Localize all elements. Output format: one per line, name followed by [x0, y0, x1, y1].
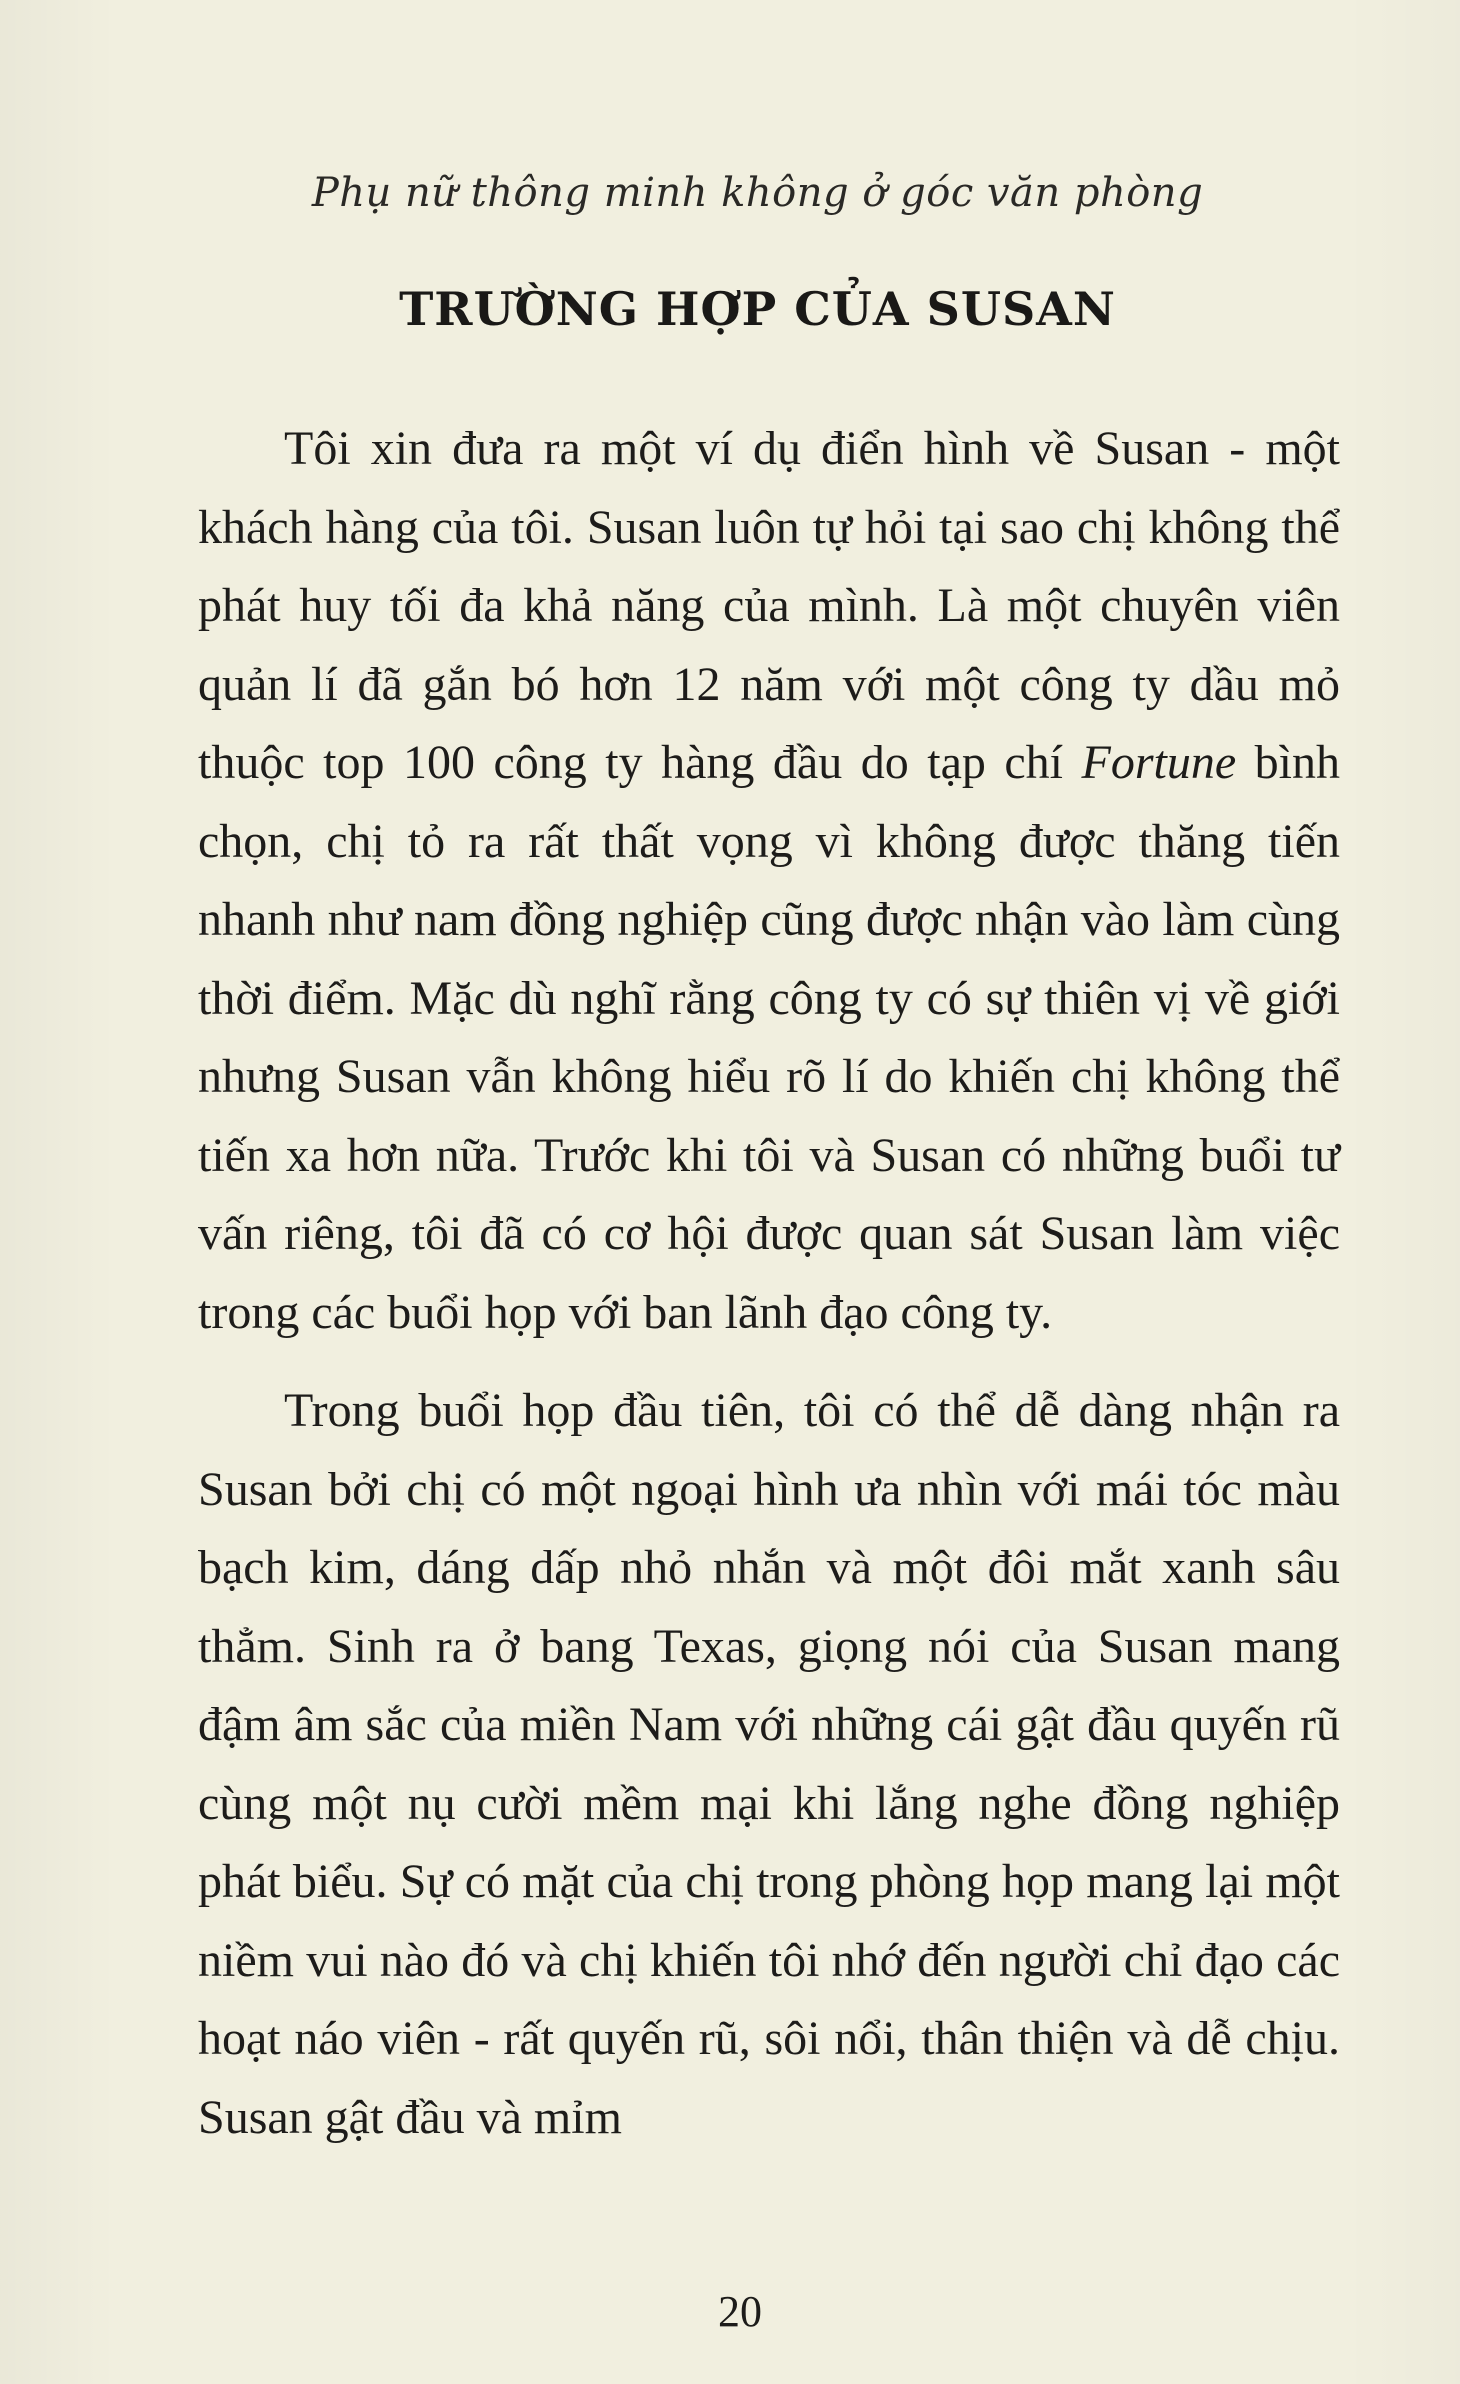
body-text — [198, 410, 1340, 2157]
page-number: 20 — [718, 2287, 762, 2336]
paragraph-text: Tôi xin đưa ra một ví dụ điển hình về Susan - một khách hàng của tôi. Susan luôn tự hỏi tại sao chị không thể phát huy tối đa khả năng của mình. Là một chuyên viên quản lí đã gắn bó hơn 12 năm với một công ty dầu mỏ thuộc top 100 công ty hàng đầu do tạp chí — [198, 422, 1340, 789]
running-head: Phụ nữ thông minh không ở góc văn phòng — [311, 170, 1204, 216]
chapter-title: TRƯỜNG HỢP CỦA SUSAN — [399, 282, 1116, 336]
paragraph: Trong buổi họp đầu tiên, tôi có thể dễ dàng nhận ra Susan bởi chị có một ngoại hình ưa nhìn với mái tóc màu bạch kim, dáng dấp nhỏ nhắn và một đôi mắt xanh sâu thẳm. Sinh ra ở bang Texas, giọng nói của Susan mang đậm âm sắc của miền Nam với những cái gật đầu quyến rũ cùng một nụ cười mềm mại khi lắng nghe đồng nghiệp phát biểu. Sự có mặt của chị trong phòng họp mang lại một niềm vui nào đó và chị khiến tôi nhớ đến người chỉ đạo các hoạt náo viên - rất quyến rũ, sôi nổi, thân thiện và dễ chịu. Susan gật đầu và mỉm — [198, 1384, 1340, 2144]
paragraph — [198, 410, 1340, 1352]
paragraph-text: bình chọn, chị tỏ ra rất thất vọng vì không được thăng tiến nhanh như nam đồng nghiệp cũng được nhận vào làm cùng thời điểm. Mặc dù nghĩ rằng công ty có sự thiên vị về giới nhưng Susan vẫn không hiểu rõ lí do khiến chị không thể tiến xa hơn nữa. Trước khi tôi và Susan có những buổi tư vấn riêng, tôi đã có cơ hội được quan sát Susan làm việc trong các buổi họp với ban lãnh đạo công ty. — [198, 736, 1340, 1339]
publication-name: Fortune — [1081, 736, 1237, 789]
